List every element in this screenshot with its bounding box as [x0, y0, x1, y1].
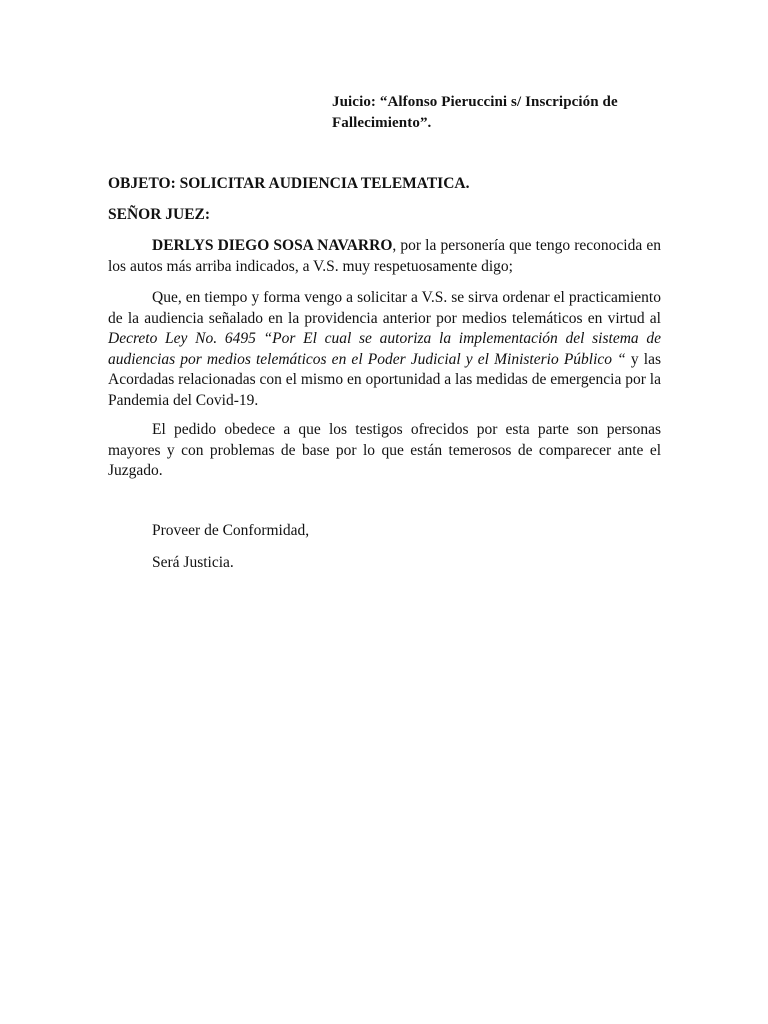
decree-citation: Decreto Ley No. 6495 “Por El cual se autoriza la implementación del sistema de audiencias por medios telemáticos en el Poder Judicial y el Ministerio Público “	[108, 330, 661, 368]
paragraph-introduction-text: , por la personería que tengo reconocida en los autos más arriba indicados, a V.S. muy respetuosamente digo;	[108, 237, 661, 275]
closing-line-1: Proveer de Conformidad,	[152, 522, 310, 539]
petitioner-name: DERLYS DIEGO SOSA NAVARRO	[152, 237, 393, 254]
paragraph-request-after: y las Acordadas relacionadas con el mismo en oportunidad a las medidas de emergencia por la Pandemia del Covid-19.	[108, 350, 661, 409]
salutation: SEÑOR JUEZ:	[108, 206, 211, 223]
paragraph-reason: El pedido obedece a que los testigos ofrecidos por esta parte son personas mayores y con problemas de base por lo que están temerosos de comparecer ante el Juzgado.	[108, 421, 661, 479]
case-title-text: Juicio: “Alfonso Pieruccini s/ Inscripción de Fallecimiento”.	[332, 94, 618, 131]
paragraph-introduction	[108, 236, 661, 277]
paragraph-request-before: Que, en tiempo y forma vengo a solicitar a V.S. se sirva ordenar el practicamiento de la audiencia señalado en la providencia anterior por medios telemáticos en virtud al	[108, 289, 661, 327]
closing-line-2: Será Justicia.	[152, 554, 234, 571]
case-title	[332, 92, 662, 134]
objeto-heading: OBJETO: SOLICITAR AUDIENCIA TELEMATICA.	[108, 175, 470, 192]
paragraph-request	[108, 288, 661, 411]
